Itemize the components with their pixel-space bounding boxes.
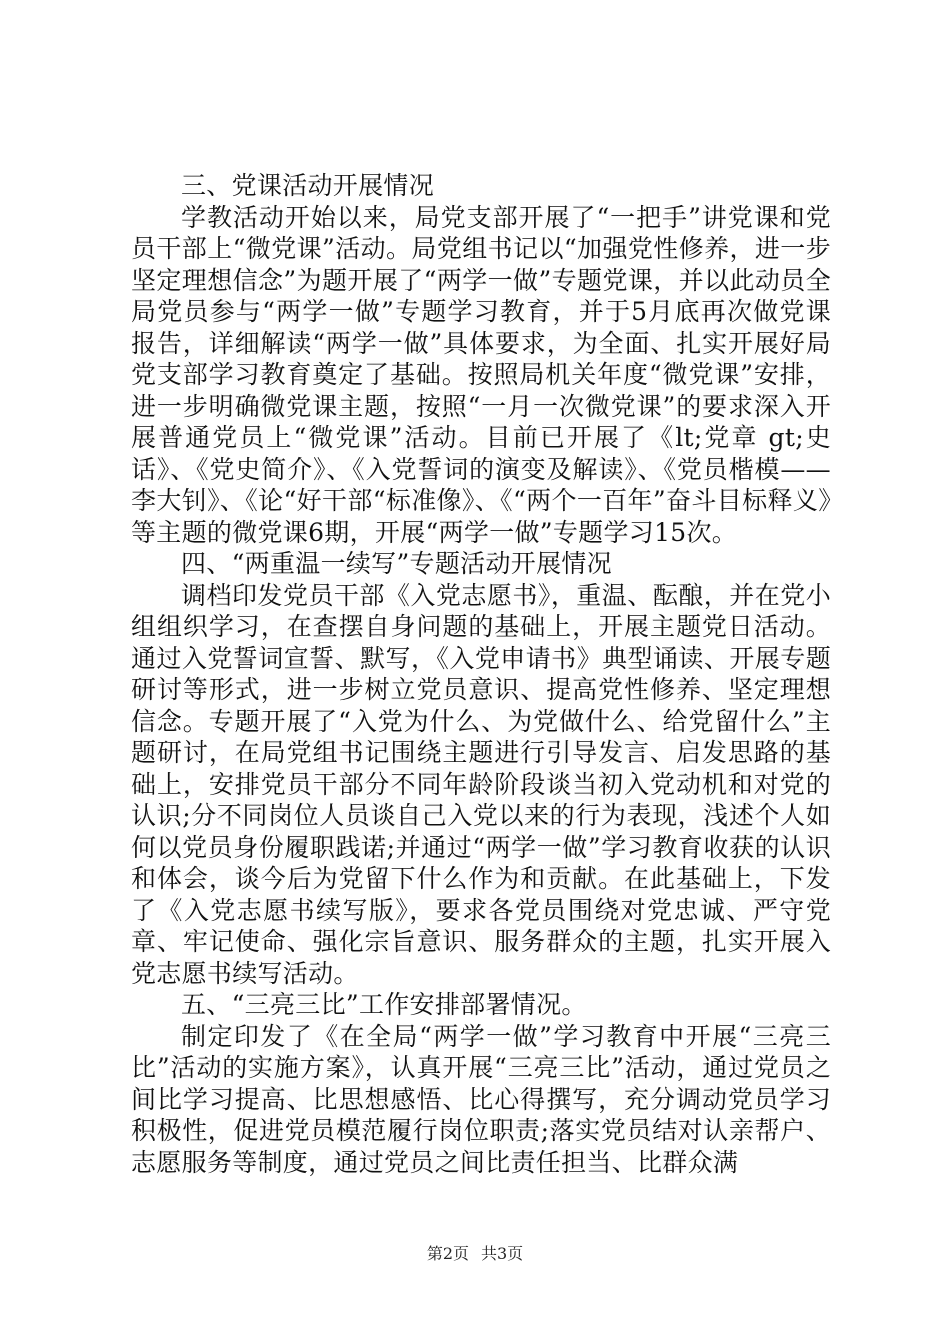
page-footer [0, 1241, 950, 1264]
section-paragraph-3: 学教活动开始以来，局党支部开展了“一把手”讲党课和党员干部上“微党课”活动。局党组书记以“加强党性修养，进一步坚定理想信念”为题开展了“两学一做”专题党课，并以此动员全局党员参与“两学一做”专题学习教育，并于5月底再次做党课报告，详细解读“两学一做”具体要求，为全面、扎实开展好局党支部学习教育奠定了基础。按照局机关年度“微党课”安排，进一步明确微党课主题，按照“一月一次微党课”的要求深入开展普通党员上“微党课”活动。目前已开展了《lt;党章 gt;史话》、《党史简介》、《入党誓词的演变及解读》、《党员楷模——李大钊》、《论“好干部“标准像》、《“两个一百年”奋斗目标释义》等主题的微党课6期，开展“两学一做”专题学习15次。 [131, 202, 831, 547]
page-number: 第2页 [426, 1244, 469, 1263]
document-body [131, 170, 831, 1178]
page-total: 共3页 [481, 1244, 524, 1263]
section-paragraph-4: 调档印发党员干部《入党志愿书》，重温、酝酿，并在党小组组织学习，在查摆自身问题的基础上，开展主题党日活动。通过入党誓词宣誓、默写，《入党申请书》典型诵读、开展专题研讨等形式，进一步树立党员意识、提高党性修养、坚定理想信念。专题开展了“入党为什么、为党做什么、给党留什么”主题研讨，在局党组书记围绕主题进行引导发言、启发思路的基础上，安排党员干部分不同年龄阶段谈当初入党动机和对党的认识;分不同岗位人员谈自己入党以来的行为表现，浅述个人如何以党员身份履职践诺;并通过“两学一做”学习教育收获的认识和体会，谈今后为党留下什么作为和贡献。在此基础上，下发了《入党志愿书续写版》，要求各党员围绕对党忠诚、严守党章、牢记使命、强化宗旨意识、服务群众的主题，扎实开展入党志愿书续写活动。 [131, 580, 831, 988]
section-heading-5: 五、“三亮三比”工作安排部署情况。 [181, 990, 587, 1019]
section-heading-4: 四、“两重温一续写”专题活动开展情况 [181, 549, 612, 578]
section-paragraph-5: 制定印发了《在全局“两学一做”学习教育中开展“三亮三比”活动的实施方案》，认真开展“三亮三比”活动，通过党员之间比学习提高、比思想感悟、比心得撰写，充分调动党员学习积极性，促进党员模范履行岗位职责;落实党员结对认亲帮户、志愿服务等制度，通过党员之间比责任担当、比群众满 [131, 1021, 831, 1177]
section-heading-3: 三、党课活动开展情况 [181, 171, 435, 200]
